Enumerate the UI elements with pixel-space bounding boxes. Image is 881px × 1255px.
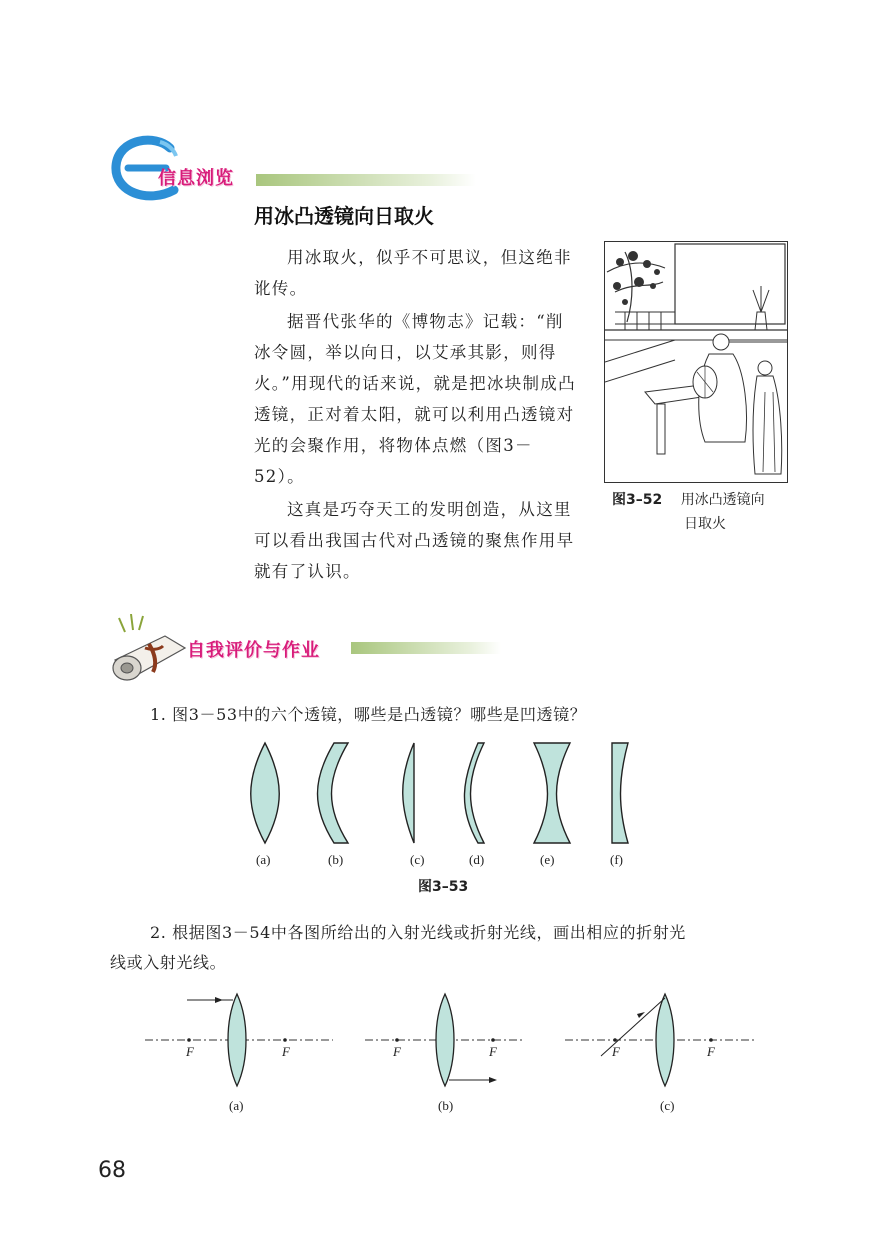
figure-3-54-a [145, 990, 345, 1090]
info-paragraph-1: 用冰取火，似乎不可思议，但这绝非讹传。 [254, 248, 572, 298]
lens-e [534, 743, 570, 843]
figure-3-54-c [565, 990, 765, 1090]
figure-3-54-label-a: (a) [229, 1098, 244, 1113]
info-title: 用冰凸透镜向日取火 [254, 204, 434, 228]
figure-3-52-number: 图3–52 [612, 492, 663, 508]
assessment-heading-bar [351, 642, 501, 654]
info-paragraph-2: 据晋代张华的《博物志》记载：“削冰令圆，举以向日，以艾承其影，则得火。”用现代的话来说，就是把冰块制成凸透镜，正对着太阳，就可以利用凸透镜对光的会聚作用，将物体点燃（图3－52）。 [254, 312, 576, 486]
lens-d [464, 743, 484, 843]
figure-3-54-b-focus-right: F [489, 1044, 497, 1059]
figure-3-54-b-focus-left: F [393, 1044, 401, 1059]
assessment-heading: 自我评价与作业 [187, 640, 320, 661]
ancient-scene-image [605, 242, 787, 482]
figure-3-53-label-c: (c) [410, 852, 425, 867]
figure-3-53-label-e: (e) [540, 852, 555, 867]
figure-3-53-label-b: (b) [328, 852, 344, 867]
info-body [254, 242, 580, 587]
figure-3-53-lenses [240, 740, 660, 850]
info-section-header [108, 134, 508, 204]
figure-3-52-caption-line2: 日取火 [684, 516, 726, 532]
info-heading-bar [256, 174, 476, 186]
figure-3-54-a-focus-right: F [282, 1044, 290, 1059]
figure-3-53-label-a: (a) [256, 852, 271, 867]
question-2-text [110, 918, 810, 978]
figure-3-52-caption [612, 488, 792, 536]
figure-3-52-illustration [604, 241, 788, 483]
figure-3-53-number: 图3–53 [418, 879, 469, 895]
assessment-section-header [105, 614, 505, 686]
question-2-line-1: 2. 根据图3－54中各图所给出的入射光线或折射光线，画出相应的折射光 [150, 923, 686, 942]
figure-3-54-label-c: (c) [660, 1098, 675, 1113]
figure-3-53-label-f: (f) [610, 852, 623, 867]
figure-3-52-caption-line1: 用冰凸透镜向 [680, 492, 765, 508]
lens-b [318, 743, 349, 843]
lens-a [251, 743, 280, 843]
figure-3-54-label-b: (b) [438, 1098, 454, 1113]
lens-f [612, 743, 628, 843]
figure-3-54-b [355, 990, 555, 1090]
question-1-text: 1. 图3－53中的六个透镜，哪些是凸透镜？哪些是凹透镜？ [150, 705, 587, 724]
page-number: 68 [98, 1158, 126, 1183]
question-2-line-2: 线或入射光线。 [110, 953, 227, 972]
info-heading: 信息浏览 [158, 168, 234, 189]
figure-3-54-c-focus-left: F [612, 1044, 620, 1059]
figure-3-54-c-focus-right: F [707, 1044, 715, 1059]
figure-3-53-label-d: (d) [469, 852, 485, 867]
info-paragraph-3: 这真是巧夺天工的发明创造，从这里可以看出我国古代对凸透镜的聚焦作用早就有了认识。 [254, 500, 575, 581]
figure-3-54-a-focus-left: F [186, 1044, 194, 1059]
scroll-icon [105, 614, 195, 686]
